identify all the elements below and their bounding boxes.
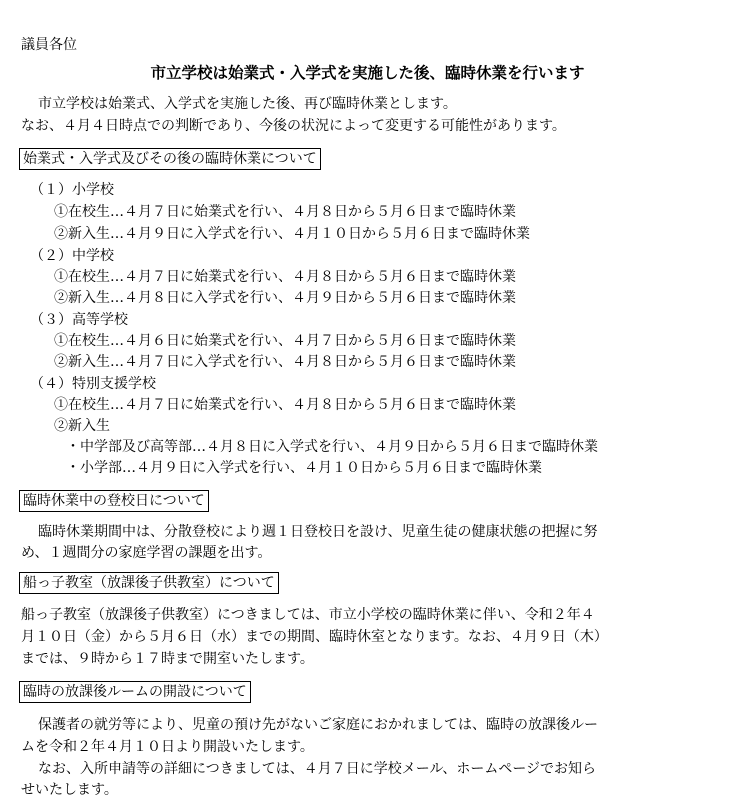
intro-line-2: なお、４月４日時点での判断であり、今後の状況によって変更する可能性があります。: [21, 118, 566, 134]
school-days-line-2: め、１週間分の家庭学習の課題を出す。: [21, 545, 272, 561]
high-school-new: ②新入生…４月７日に入学式を行い、４月８日から５月６日まで臨時休業: [54, 354, 516, 370]
section-heading-school-days: 臨時休業中の登校日について: [19, 490, 209, 512]
section-heading-after-school-room: 臨時の放課後ルームの開設について: [19, 681, 251, 703]
section-heading-ceremonies: 始業式・入学式及びその後の臨時休業について: [19, 148, 321, 170]
after-school-class-line-2: 月１０日（金）から５月６日（水）までの期間、臨時休室となります。なお、４月９日（木）: [21, 629, 608, 645]
special-school-new-secondary: ・中学部及び高等部…４月８日に入学式を行い、４月９日から５月６日まで臨時休業: [66, 439, 598, 455]
junior-high-current: ①在校生…４月７日に始業式を行い、４月８日から５月６日まで臨時休業: [54, 269, 516, 285]
school-days-line-1: 臨時休業期間中は、分散登校により週１日登校日を設け、児童生徒の健康状態の把握に努: [38, 524, 598, 540]
page-title: 市立学校は始業式・入学式を実施した後、臨時休業を行います: [150, 64, 585, 82]
special-school-new: ②新入生: [54, 418, 110, 434]
special-school-new-primary: ・小学部…４月９日に入学式を行い、４月１０日から５月６日まで臨時休業: [66, 460, 542, 476]
high-school-current: ①在校生…４月６日に始業式を行い、４月７日から５月６日まで臨時休業: [54, 333, 516, 349]
after-school-room-line-3: なお、入所申請等の詳細につきましては、４月７日に学校メール、ホームページでお知ら: [38, 761, 597, 777]
high-school-label: （３）高等学校: [30, 312, 128, 328]
junior-high-new: ②新入生…４月８日に入学式を行い、４月９日から５月６日まで臨時休業: [54, 290, 516, 306]
recipient-line: 議員各位: [21, 37, 77, 53]
junior-high-label: （２）中学校: [30, 248, 114, 264]
special-school-current: ①在校生…４月７日に始業式を行い、４月８日から５月６日まで臨時休業: [54, 397, 516, 413]
section-heading-after-school-class: 船っ子教室（放課後子供教室）について: [19, 572, 279, 594]
intro-line-1: 市立学校は始業式、入学式を実施した後、再び臨時休業とします。: [38, 96, 457, 112]
elementary-current: ①在校生…４月７日に始業式を行い、４月８日から５月６日まで臨時休業: [54, 204, 516, 220]
after-school-room-line-4: せいたします。: [21, 782, 118, 798]
special-school-label: （４）特別支援学校: [30, 376, 156, 392]
after-school-room-line-1: 保護者の就労等により、児童の預け先がないご家庭におかれましては、臨時の放課後ルー: [38, 717, 598, 733]
after-school-class-line-3: までは、９時から１７時まで開室いたします。: [21, 651, 314, 667]
after-school-class-line-1: 船っ子教室（放課後子供教室）につきましては、市立小学校の臨時休業に伴い、令和２年４: [21, 607, 595, 623]
after-school-room-line-2: ムを令和２年４月１０日より開設いたします。: [21, 739, 314, 755]
elementary-new: ②新入生…４月９日に入学式を行い、４月１０日から５月６日まで臨時休業: [54, 226, 530, 242]
elementary-label: （１）小学校: [30, 182, 114, 198]
